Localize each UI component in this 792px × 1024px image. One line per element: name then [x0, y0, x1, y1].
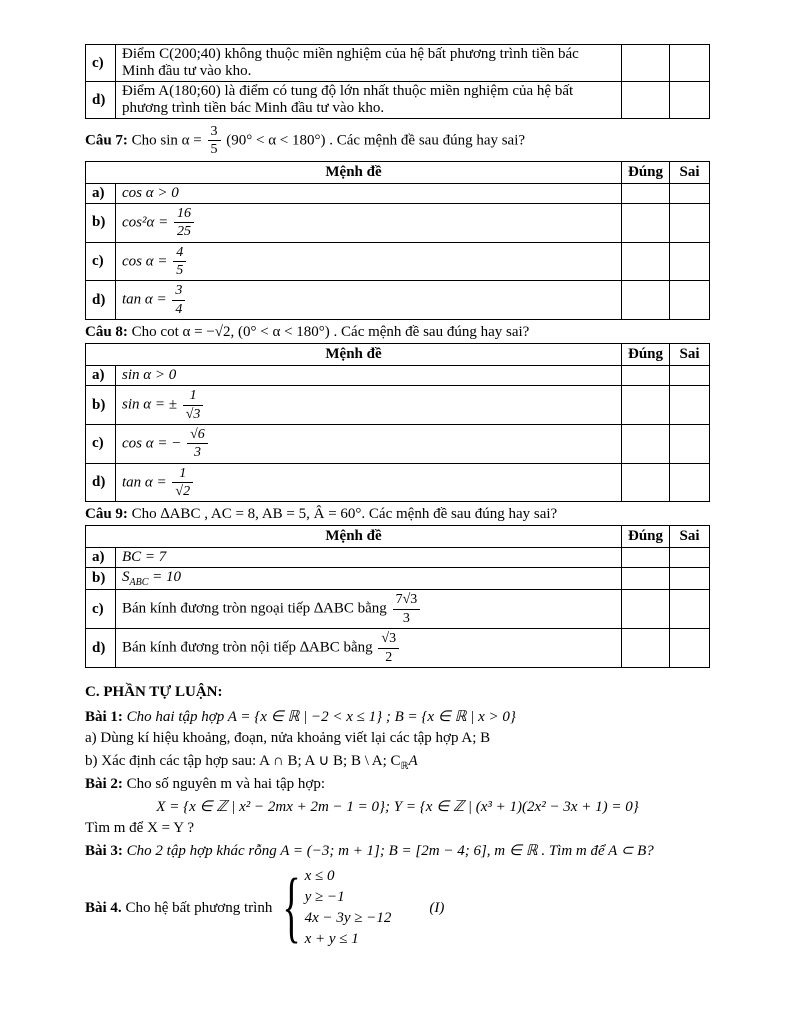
statement-text — [116, 281, 622, 320]
false-answer-cell — [670, 424, 710, 463]
header-true: Đúng — [622, 526, 670, 548]
statement-text — [116, 629, 622, 668]
fraction-numerator: 3 — [175, 283, 183, 299]
q8-table — [85, 343, 710, 502]
false-answer-cell — [670, 242, 710, 281]
false-answer-cell — [670, 548, 710, 568]
q8-intro: Cho cot α = −√2, (0° < α < 180°) . Các mệnh đề sau đúng hay sai? — [131, 324, 530, 341]
b2-paragraph — [85, 776, 710, 793]
statement-pre: tan α = — [122, 291, 167, 308]
fraction-denominator: 5 — [173, 261, 186, 278]
fraction — [393, 592, 421, 626]
row-label: a) — [86, 183, 116, 203]
fraction-denominator: 4 — [172, 300, 185, 317]
fraction-denominator: 25 — [174, 222, 194, 239]
statement-text: Điểm A(180;60) là điểm có tung độ lớn nhất thuộc miền nghiệm của hệ bất phương trình tiền bác Minh đầu tư vào kho. — [116, 82, 622, 119]
fraction — [174, 206, 194, 240]
row-label: c) — [86, 242, 116, 281]
statement-text — [116, 463, 622, 502]
table-header-row — [86, 526, 710, 548]
statement-text — [116, 568, 622, 590]
section-title: C. PHẦN TỰ LUẬN: — [85, 684, 223, 701]
table-header-row — [86, 161, 710, 183]
q8-label: Câu 8: — [85, 324, 128, 341]
q9-label: Câu 9: — [85, 506, 128, 523]
statement-text — [116, 386, 622, 425]
row-label: b) — [86, 203, 116, 242]
table-row — [86, 242, 710, 281]
b1-paragraph — [85, 707, 710, 726]
b3-text: Cho 2 tập hợp khác rỗng A = (−3; m + 1]; B = [2m − 4; 6], m ∈ ℝ . Tìm m để A ⊂ B? — [126, 843, 654, 860]
statement-text: cos α > 0 — [116, 183, 622, 203]
fraction-numerator: 4 — [176, 244, 184, 260]
true-answer-cell — [622, 386, 670, 425]
header-false: Sai — [670, 161, 710, 183]
table-row — [86, 82, 710, 119]
fraction-denominator: 5 — [208, 140, 221, 157]
statement-pre: tan α = — [122, 474, 167, 491]
true-answer-cell — [622, 203, 670, 242]
q7-intro-post: (90° < α < 180°) . Các mệnh đề sau đúng hay sai? — [226, 132, 526, 149]
row-label: d) — [86, 82, 116, 119]
statement-pre: cos α = — [122, 252, 168, 269]
table-row — [86, 281, 710, 320]
header-statement: Mệnh đề — [86, 344, 622, 366]
system-line: 4x − 3y ≥ −12 — [304, 910, 392, 927]
fraction-denominator: 2 — [378, 648, 399, 665]
header-false: Sai — [670, 526, 710, 548]
table-header-row — [86, 344, 710, 366]
fraction — [172, 283, 185, 317]
false-answer-cell — [670, 590, 710, 629]
statement-post: = 10 — [152, 569, 182, 586]
fraction — [187, 427, 208, 461]
q7-label: Câu 7: — [85, 132, 128, 149]
row-label: b) — [86, 568, 116, 590]
statement-text — [116, 203, 622, 242]
q9-intro: Cho ∆ABC , AC = 8, AB = 5, Â = 60°. Các mệnh đề sau đúng hay sai? — [131, 506, 558, 523]
header-true: Đúng — [622, 161, 670, 183]
b3-label: Bài 3: — [85, 843, 123, 860]
b4-block — [85, 863, 710, 953]
q7-intro-pre: Cho sin α = — [131, 132, 202, 149]
true-answer-cell — [622, 281, 670, 320]
table-row — [86, 183, 710, 203]
statement-pre: sin α = ± — [122, 396, 177, 413]
row-label: d) — [86, 629, 116, 668]
table-row — [86, 463, 710, 502]
q8-title — [85, 324, 710, 341]
true-answer-cell — [622, 548, 670, 568]
system-tag: (I) — [429, 899, 445, 916]
row-label: a) — [86, 366, 116, 386]
b4-text: Cho hệ bất phương trình — [125, 899, 273, 916]
b1-item-b-pre: b) Xác định các tập hợp sau: A ∩ B; A ∪ B; B \ A; C — [85, 753, 401, 770]
statement-text: sin α > 0 — [116, 366, 622, 386]
fraction-numerator: 16 — [177, 205, 191, 221]
fraction-denominator: 3 — [187, 443, 208, 460]
false-answer-cell — [670, 568, 710, 590]
q9-table — [85, 525, 710, 668]
row-label: d) — [86, 463, 116, 502]
true-answer-cell — [622, 568, 670, 590]
fraction-numerator: √6 — [190, 426, 205, 442]
b1-item-b — [85, 751, 710, 772]
header-statement: Mệnh đề — [86, 526, 622, 548]
fraction-numerator: 1 — [179, 465, 187, 481]
system-lines — [305, 866, 392, 950]
statement-pre: Bán kính đương tròn ngoại tiếp ∆ABC bằng — [122, 600, 387, 617]
row-label: c) — [86, 590, 116, 629]
true-answer-cell — [622, 629, 670, 668]
table-row — [86, 386, 710, 425]
table-row — [86, 424, 710, 463]
statement-pre: cos²α = — [122, 214, 169, 231]
b1-item-a: a) Dùng kí hiệu khoảng, đoạn, nửa khoảng viết lại các tập hợp A; B — [85, 730, 491, 747]
false-answer-cell — [670, 366, 710, 386]
false-answer-cell — [670, 183, 710, 203]
q6-table — [85, 44, 710, 119]
row-label: a) — [86, 548, 116, 568]
header-false: Sai — [670, 344, 710, 366]
fraction — [172, 466, 193, 500]
fraction-denominator: √2 — [172, 482, 193, 499]
statement-text — [116, 590, 622, 629]
fraction — [173, 245, 186, 279]
row-label: c) — [86, 45, 116, 82]
b2-question: Tìm m để X = Y ? — [85, 820, 194, 837]
table-row — [86, 568, 710, 590]
table-row — [86, 548, 710, 568]
b2-label: Bài 2: — [85, 776, 123, 793]
q7-title — [85, 123, 710, 159]
table-row — [86, 45, 710, 82]
b1-text: Cho hai tập hợp A = {x ∈ ℝ | −2 < x ≤ 1} ; B = {x ∈ ℝ | x > 0} — [126, 709, 516, 726]
true-answer-cell — [622, 183, 670, 203]
header-statement: Mệnh đề — [86, 161, 622, 183]
true-answer-cell — [622, 424, 670, 463]
b1-item-b-subscript: ℝ — [400, 761, 409, 773]
b3-paragraph — [85, 841, 710, 860]
statement-pre: cos α = − — [122, 435, 182, 452]
true-answer-cell — [622, 590, 670, 629]
fraction-denominator: √3 — [183, 405, 204, 422]
statement-text: BC = 7 — [116, 548, 622, 568]
false-answer-cell — [670, 82, 710, 119]
fraction — [183, 388, 204, 422]
b1-item-b-post: A — [408, 753, 418, 770]
table-row — [86, 203, 710, 242]
fraction-numerator: 1 — [189, 388, 197, 404]
statement-subscript: ABC — [129, 577, 149, 589]
false-answer-cell — [670, 386, 710, 425]
true-answer-cell — [622, 45, 670, 82]
true-answer-cell — [622, 366, 670, 386]
system-line: x ≤ 0 — [304, 868, 335, 885]
statement-text: Điểm C(200;40) không thuộc miền nghiệm của hệ bất phương trình tiền bác Minh đầu tư vào kho. — [116, 45, 622, 82]
true-answer-cell — [622, 242, 670, 281]
false-answer-cell — [670, 281, 710, 320]
true-answer-cell — [622, 82, 670, 119]
b1-label: Bài 1: — [85, 709, 123, 726]
fraction-numerator: √3 — [381, 631, 397, 647]
system-brace: { — [282, 863, 301, 953]
fraction-numerator: 7√3 — [395, 592, 418, 608]
fraction-denominator: 3 — [393, 609, 421, 626]
statement-text — [116, 242, 622, 281]
fraction — [208, 124, 221, 158]
statement-text — [116, 424, 622, 463]
b2-equation: X = {x ∈ ℤ | x² − 2mx + 2m − 1 = 0}; Y = {x ∈ ℤ | (x³ + 1)(2x² − 3x + 1) = 0} — [156, 799, 639, 816]
row-label: c) — [86, 424, 116, 463]
table-row — [86, 366, 710, 386]
row-label: b) — [86, 386, 116, 425]
true-answer-cell — [622, 463, 670, 502]
q9-title — [85, 506, 710, 523]
statement-pre: Bán kính đương tròn nội tiếp ∆ABC bằng — [122, 639, 373, 656]
inequality-system — [280, 863, 392, 953]
system-line: y ≥ −1 — [304, 889, 345, 906]
header-true: Đúng — [622, 344, 670, 366]
b2-text: Cho số nguyên m và hai tập hợp: — [126, 776, 325, 793]
table-row — [86, 590, 710, 629]
false-answer-cell — [670, 629, 710, 668]
false-answer-cell — [670, 45, 710, 82]
false-answer-cell — [670, 463, 710, 502]
fraction — [378, 631, 399, 665]
table-row — [86, 629, 710, 668]
b4-label: Bài 4. — [85, 899, 122, 916]
false-answer-cell — [670, 203, 710, 242]
fraction-numerator: 3 — [210, 124, 218, 139]
b4-lead — [85, 900, 272, 917]
statement-symbol: S — [122, 569, 130, 586]
q7-table — [85, 161, 710, 320]
row-label: d) — [86, 281, 116, 320]
system-line: x + y ≤ 1 — [304, 931, 359, 948]
